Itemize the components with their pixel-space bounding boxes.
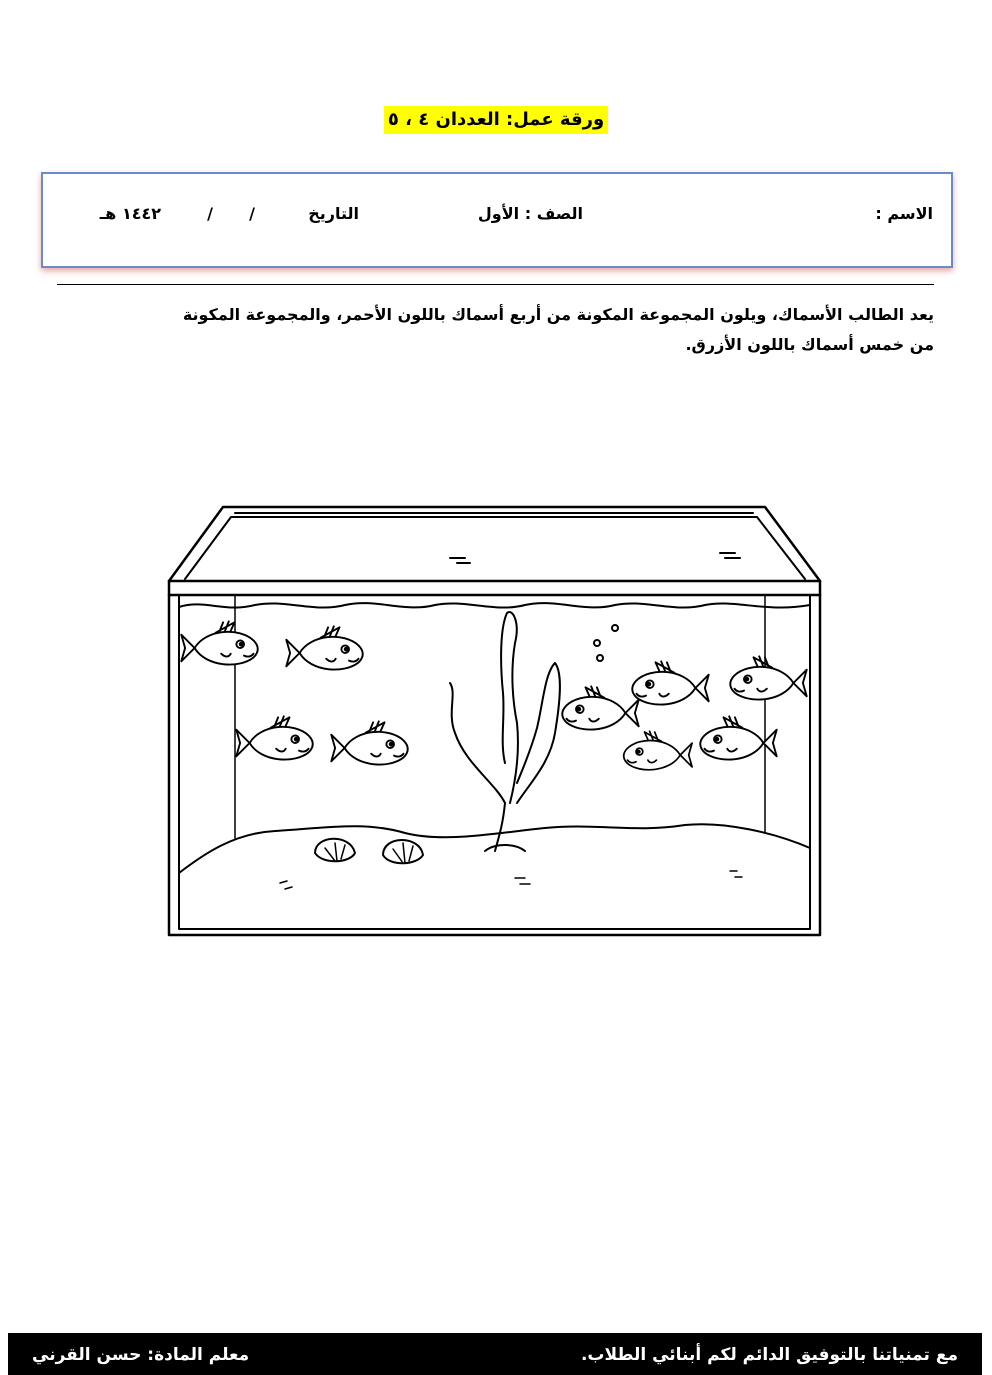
name-label: الاسم : — [875, 204, 933, 223]
instruction-line: من خمس أسماك باللون الأزرق. — [685, 335, 934, 354]
date-label: التاريخ — [308, 204, 359, 223]
worksheet-title: ورقة عمل: العددان ٤ ، ٥ — [384, 106, 608, 134]
divider-line — [57, 284, 934, 285]
date-slash: / — [249, 204, 255, 223]
footer-wish: مع تمنياتنا بالتوفيق الدائم لكم أبنائي الطلاب. — [580, 1345, 958, 1365]
footer-teacher: معلم المادة: حسن القرني — [32, 1345, 250, 1365]
footer-bar — [8, 1333, 982, 1375]
hijri-year: ١٤٤٢ هـ — [99, 204, 161, 223]
title-container — [0, 106, 992, 134]
instructions — [74, 300, 934, 360]
class-label: الصف : الأول — [477, 204, 583, 223]
student-info-box — [41, 172, 953, 268]
instruction-line: يعد الطالب الأسماك، ويلون المجموعة المكونة من أربع أسماك باللون الأحمر، والمجموعة المكونة — [182, 305, 934, 324]
fish-tank-icon — [165, 503, 825, 943]
date-slash: / — [207, 204, 213, 223]
